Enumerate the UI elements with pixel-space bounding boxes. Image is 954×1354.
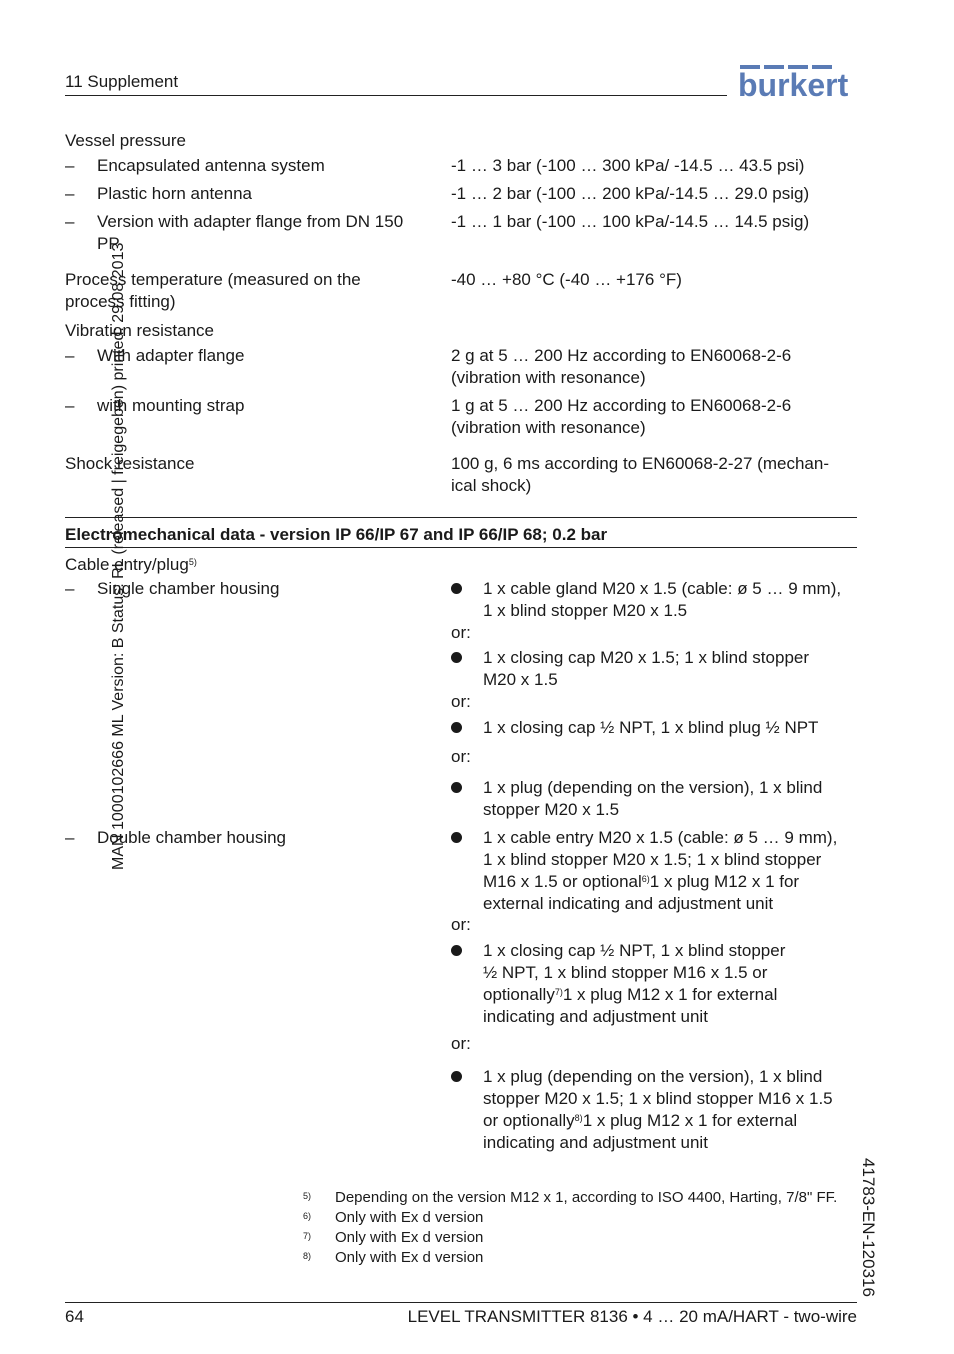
section-rule-top (65, 517, 857, 518)
document-status-sidebar: MAN 1000102666 ML Version: B Status: RL (released | freigegeben) printed: 29.08.2013 (110, 242, 127, 870)
footnote: 7) Only with Ex d version (303, 1229, 484, 1246)
footnote: 8) Only with Ex d version (303, 1249, 484, 1266)
or-text: or: (451, 623, 471, 642)
section-title: Electromechanical data - version IP 66/IP 67 and IP 66/IP 68; 0.2 bar (65, 525, 608, 544)
double-chamber-label: – Double chamber housing (65, 828, 287, 847)
or-text: or: (451, 747, 471, 766)
footnote: 5) Depending on the version M12 x 1, according to ISO 4400, Harting, 7/8" FF. (303, 1189, 838, 1206)
or-text: or: (451, 915, 471, 934)
document-code: 41783-EN-120316 (859, 1158, 878, 1297)
vp-row-label: – Encapsulated antenna system (65, 156, 325, 175)
brand-logo (738, 62, 858, 100)
footer-rule (65, 1302, 857, 1303)
page-number: 64 (65, 1307, 84, 1326)
list-item: 1 x plug (depending on the version), 1 x blind stopper M20 x 1.5; 1 x blind stopper M16 x 1.5 or optionally$^{8)}$1 x plug M12 x 1 for external indicating and adjustment unit (451, 1066, 861, 1154)
vibration-title: Vibration resistance (65, 321, 214, 340)
vibration-row-label: – With adapter flange (65, 346, 245, 365)
list-item: 1 x closing cap ½ NPT, 1 x blind plug ½ NPT (451, 717, 861, 739)
list-item: 1 x closing cap ½ NPT, 1 x blind stopper ½ NPT, 1 x blind stopper M16 x 1.5 or optionally$^{7)}$1 x plug M12 x 1 for external indicating and adjustment unit (451, 940, 861, 1028)
footnote: 6) Only with Ex d version (303, 1209, 484, 1226)
vibration-row-label: – with mounting strap (65, 396, 245, 415)
or-text: or: (451, 1034, 471, 1053)
svg-text:burkert: burkert (738, 67, 849, 100)
cable-entry-label: Cable entry/plug$^{5)}$ (65, 555, 197, 574)
shock-value: 100 g, 6 ms according to EN60068-2-27 (mechan- ical shock) (451, 454, 829, 495)
vp-row-value: -1 … 3 bar (-100 … 300 kPa/ -14.5 … 43.5 psi) (451, 156, 805, 175)
vp-row-value: -1 … 2 bar (-100 … 200 kPa/-14.5 … 29.0 psig) (451, 184, 810, 203)
vp-row-value: -1 … 1 bar (-100 … 100 kPa/-14.5 … 14.5 psig) (451, 212, 810, 231)
or-text: or: (451, 692, 471, 711)
list-item: 1 x cable entry M20 x 1.5 (cable: ø 5 … 9 mm), 1 x blind stopper M20 x 1.5; 1 x blind stopper M16 x 1.5 or optional$^{6)}$1 x plug M12 x 1 for external indicating and adjustment unit (451, 827, 861, 915)
section-rule-bottom (65, 547, 857, 548)
vibration-row-value: 1 g at 5 … 200 Hz according to EN60068-2-6 (vibration with resonance) (451, 396, 792, 437)
section-heading: 11 Supplement (65, 72, 179, 91)
document-title: LEVEL TRANSMITTER 8136 • 4 … 20 mA/HART - two-wire (407, 1307, 857, 1326)
list-item: 1 x cable gland M20 x 1.5 (cable: ø 5 … 9 mm), 1 x blind stopper M20 x 1.5 (451, 578, 861, 622)
list-item: 1 x closing cap M20 x 1.5; 1 x blind stopper M20 x 1.5 (451, 647, 861, 691)
vp-row-label: – Version with adapter flange from DN 150 PP (65, 212, 404, 253)
shock-label: Shock resistance (65, 454, 195, 473)
process-temperature-value: -40 … +80 °C (-40 … +176 °F) (451, 270, 682, 289)
vessel-pressure-title: Vessel pressure (65, 131, 186, 150)
process-temperature-label: Process temperature (measured on the process fitting) (65, 270, 361, 311)
vp-row-label: – Plastic horn antenna (65, 184, 252, 203)
single-chamber-label: – Single chamber housing (65, 579, 280, 598)
list-item: 1 x plug (depending on the version), 1 x blind stopper M20 x 1.5 (451, 777, 861, 821)
header-rule (65, 95, 727, 96)
vibration-row-value: 2 g at 5 … 200 Hz according to EN60068-2-6 (vibration with resonance) (451, 346, 792, 387)
